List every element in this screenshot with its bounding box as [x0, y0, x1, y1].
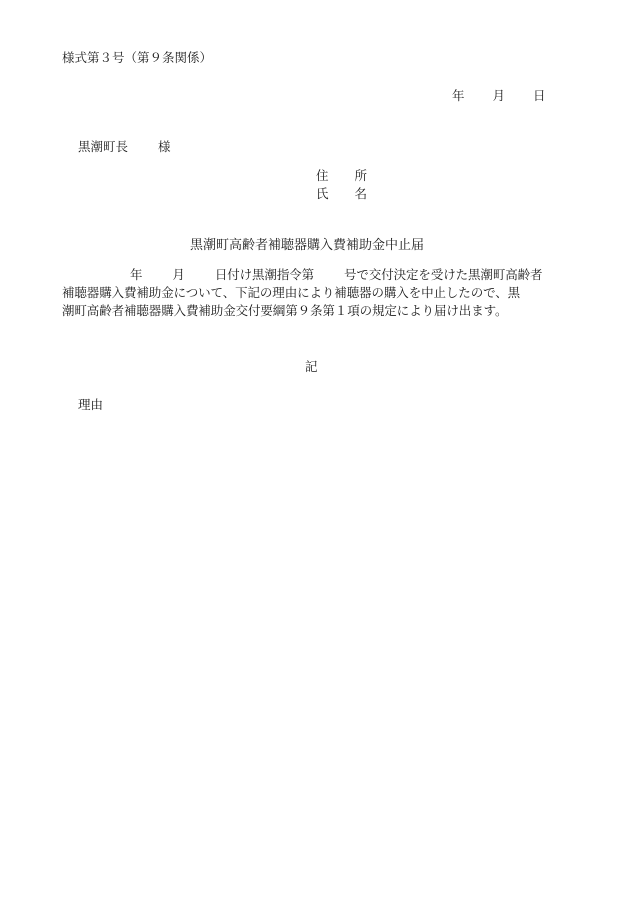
addressee-honorific: 様 — [158, 139, 171, 154]
name-label-part1: 氏 — [316, 186, 329, 201]
reason-label: 理由 — [78, 397, 104, 412]
name-label-part2: 名 — [354, 186, 368, 201]
body-month-label: 月 — [172, 267, 185, 282]
body-line-2: 補聴器購入費補助金について、下記の理由により補聴器の購入を中止したので、黒 — [62, 285, 521, 300]
applicant-name-row — [316, 185, 367, 203]
body-line-3: 潮町高齢者補聴器購入費補助金交付要綱第９条第１項の規定により届け出ます。 — [62, 303, 508, 318]
ki-heading: 記 — [305, 359, 318, 374]
body-paragraph — [62, 266, 562, 320]
body-year-label: 年 — [130, 267, 143, 282]
date-month-label: 月 — [492, 88, 506, 103]
date-day-label: 日 — [533, 88, 546, 103]
applicant-block — [316, 167, 367, 203]
address-label-part2: 所 — [354, 168, 368, 183]
body-number-label: 号で交付決定を受けた黒潮町高齢者 — [344, 267, 543, 282]
applicant-address-row — [316, 167, 367, 185]
body-day-label: 日付け黒潮指令第 — [214, 267, 315, 282]
form-number: 様式第３号（第９条関係） — [62, 50, 213, 65]
address-label-part1: 住 — [316, 168, 329, 183]
addressee-name: 黒潮町長 — [78, 139, 129, 154]
date-year-label: 年 — [452, 88, 465, 103]
document-title: 黒潮町高齢者補聴器購入費補助金中止届 — [190, 238, 425, 253]
submission-date — [452, 86, 546, 104]
addressee — [78, 137, 171, 155]
